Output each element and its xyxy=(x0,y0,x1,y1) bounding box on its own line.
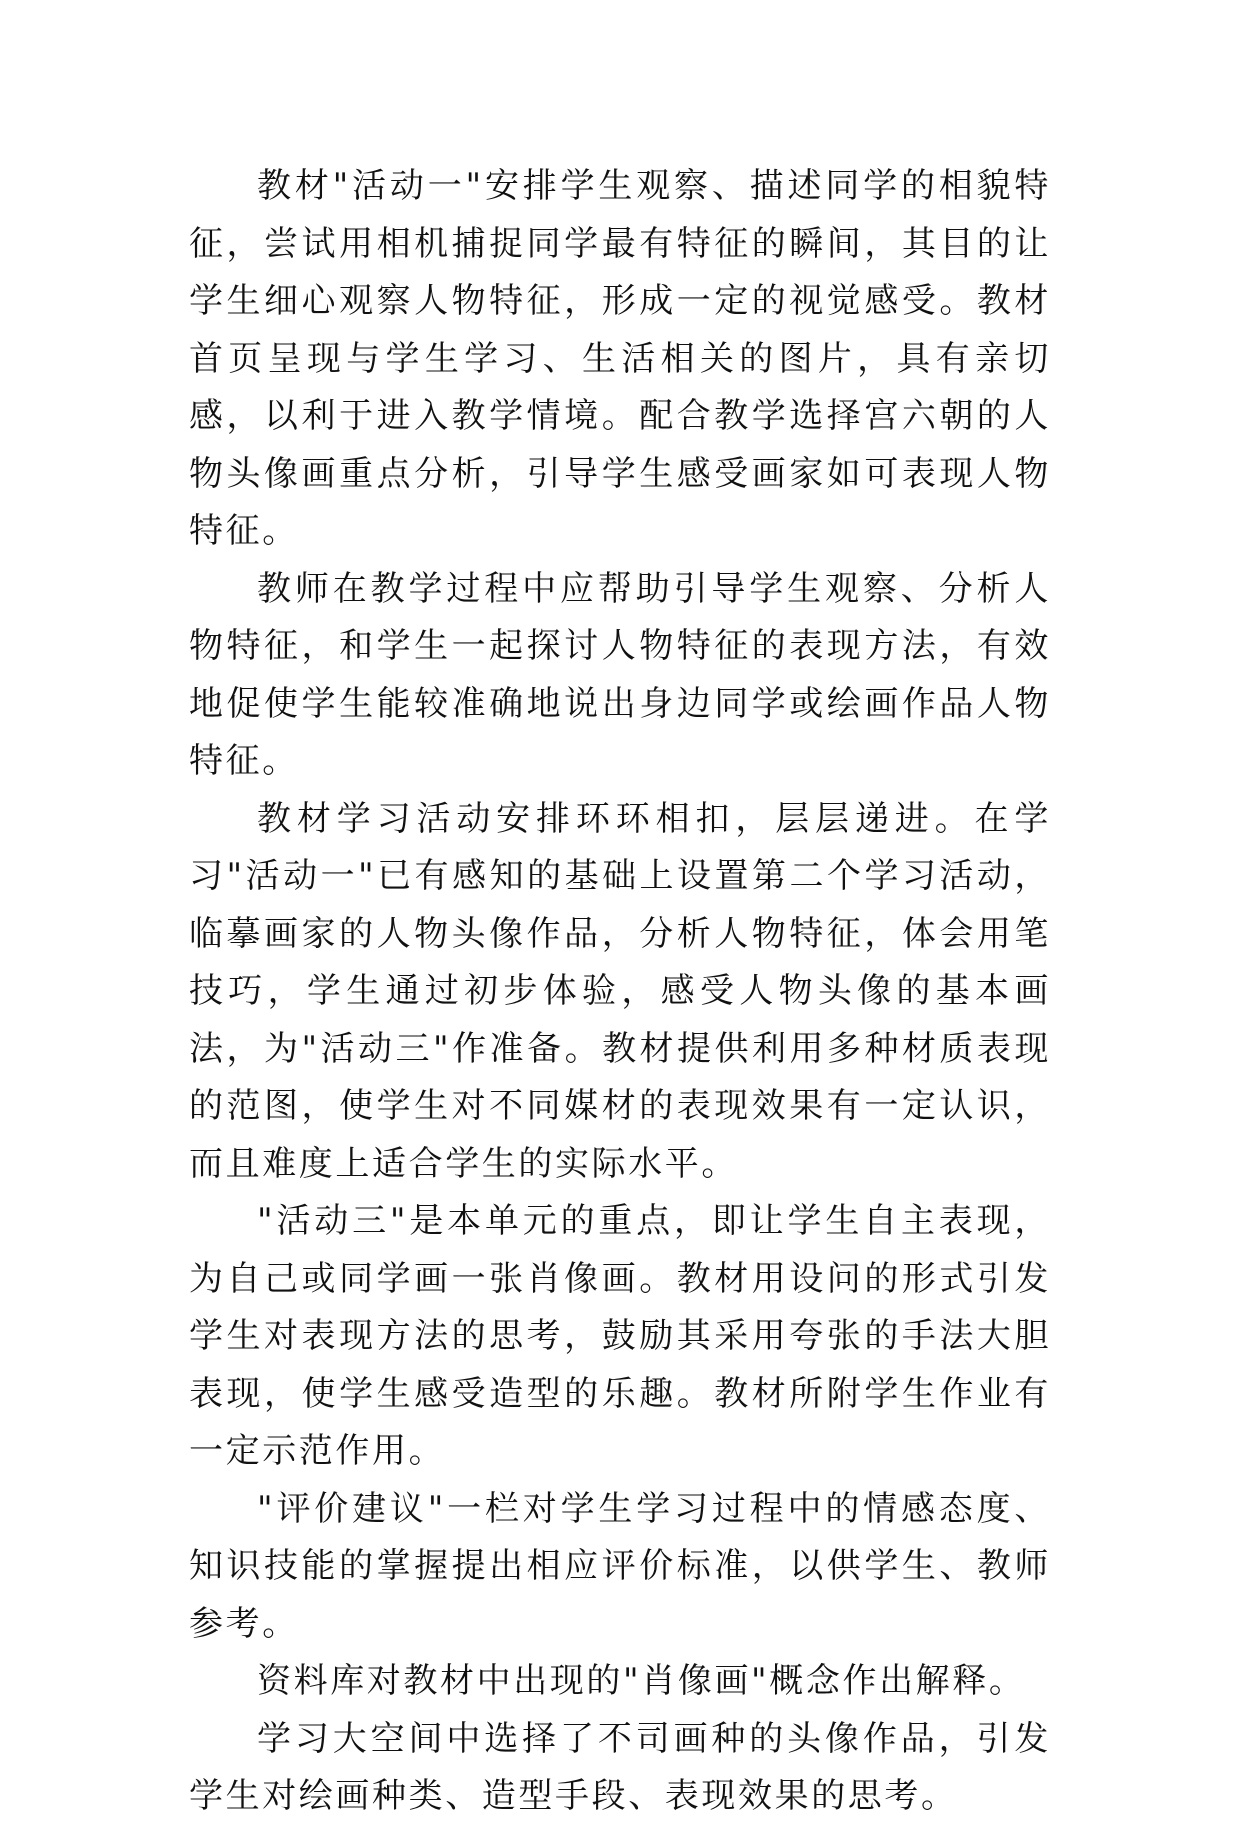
paragraph-3: 教材学习活动安排环环相扣，层层递进。在学习"活动一"已有感知的基础上设置第二个学习活动，临摹画家的人物头像作品，分析人物特征，体会用笔技巧，学生通过初步体验，感受人物头像的基本画法，为"活动三"作准备。教材提供利用多种材质表现的范图，使学生对不同媒材的表现效果有一定认识，而且难度上适合学生的实际水平。 xyxy=(189,798,1051,1184)
paragraph-6: 资料库对教材中出现的"肖像画"概念作出解释。 xyxy=(257,1661,1026,1701)
document-body xyxy=(189,158,1051,1826)
paragraph-4: "活动三"是本单元的重点，即让学生自主表现，为自己或同学画一张肖像画。教材用设问的形式引发学生对表现方法的思考，鼓励其采用夸张的手法大胆表现，使学生感受造型的乐趣。教材所附学生作业有一定示范作用。 xyxy=(189,1201,1051,1471)
paragraph-5: "评价建议"一栏对学生学习过程中的情感态度、知识技能的掌握提出相应评价标准，以供学生、教师参考。 xyxy=(189,1488,1051,1644)
paragraph-7: 学习大空间中选择了不司画种的头像作品，引发学生对绘画种类、造型手段、表现效果的思考。 xyxy=(189,1718,1051,1816)
paragraph-2: 教师在教学过程中应帮助引导学生观察、分析人物特征，和学生一起探讨人物特征的表现方法，有效地促使学生能较准确地说出身边同学或绘画作品人物特征。 xyxy=(189,568,1051,781)
paragraph-1: 教材"活动一"安排学生观察、描述同学的相貌特征，尝试用相机捕捉同学最有特征的瞬间，其目的让学生细心观察人物特征，形成一定的视觉感受。教材首页呈现与学生学习、生活相关的图片，具有亲切感，以利于进入教学情境。配合教学选择宫六朝的人物头像画重点分析，引导学生感受画家如可表现人物特征。 xyxy=(189,166,1051,551)
